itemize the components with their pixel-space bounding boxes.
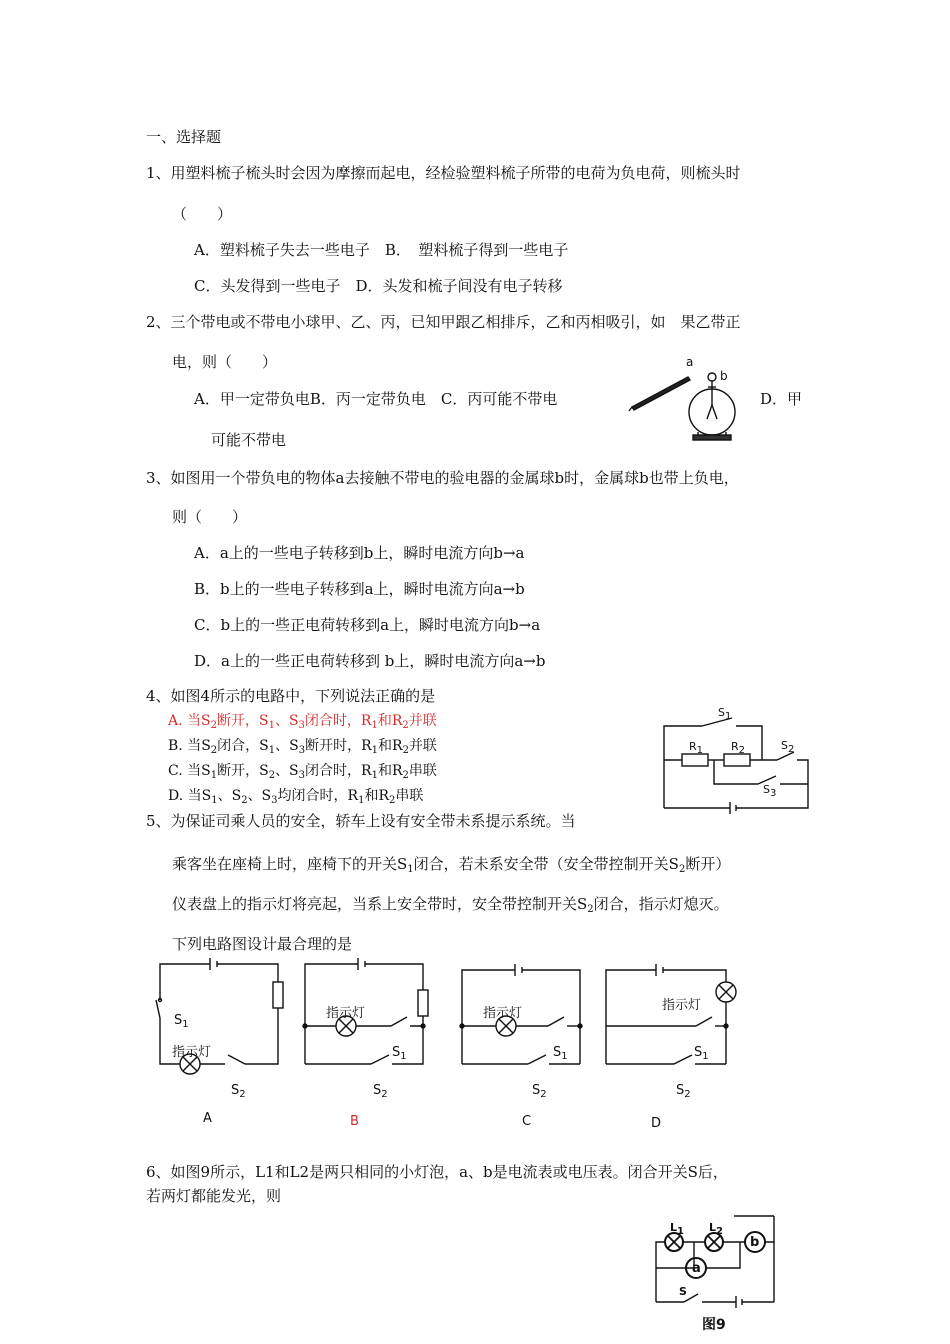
circuit-a xyxy=(150,960,290,1070)
q3-option-d: D．a上的一些正电荷转移到 b上，瞬时电流方向a→b xyxy=(194,652,546,670)
q3-option-b: B．b上的一些电子转移到a上，瞬时电流方向a→b xyxy=(194,580,525,598)
circuit-d-s1: $S_1$ xyxy=(694,1045,709,1062)
circuit-d-s2: $S_2$ xyxy=(676,1083,691,1100)
circuit-c-s1: $S_1$ xyxy=(553,1045,568,1062)
q5-line2-c: 断开） xyxy=(685,855,731,873)
q4-option-b: B. 当$S_2$闭合，$S_1$、$S_3$断开时，$R_1$和$R_2$并联 xyxy=(168,738,437,756)
q5-line2-a: 乘客坐在座椅上时，座椅下的开关S xyxy=(172,855,408,873)
circuit-b-lamp-label: 指示灯 xyxy=(326,1006,366,1021)
fig4-label-r1: $R_1$ xyxy=(689,740,704,756)
q3-stem-cont: 则（ ） xyxy=(172,508,248,526)
q5-line1: 5、为保证司乘人员的安全，轿车上设有安全带未系提示系统。当 xyxy=(146,812,576,830)
q2-stem: 2、三个带电或不带电小球甲、乙、丙，已知甲跟乙相排斥，乙和丙相吸引，如 果乙带正 xyxy=(146,313,741,331)
q5-line3-b: 闭合，指示灯熄灭。 xyxy=(593,895,729,913)
q3-option-a: A．a上的一些电子转移到b上，瞬时电流方向b→a xyxy=(194,544,525,562)
q3-option-c: C．b上的一些正电荷转移到a上，瞬时电流方向b→a xyxy=(194,616,541,634)
q5-line3: 仪表盘上的指示灯将亮起，当系上安全带时，安全带控制开关$S_2$闭合，指示灯熄灭。 xyxy=(172,895,729,915)
q3-stem: 3、如图用一个带负电的物体a去接触不带电的验电器的金属球b时，金属球b也带上负电， xyxy=(146,469,739,487)
option-a-label: A xyxy=(203,1111,212,1126)
q4-option-c: C. 当$S_1$断开，$S_2$、$S_3$闭合时，$R_1$和$R_2$串联 xyxy=(168,763,437,781)
circuit-b-s1: $S_1$ xyxy=(392,1045,407,1062)
circuit-d-lamp-label: 指示灯 xyxy=(662,998,702,1013)
q5-line2: 乘客坐在座椅上时，座椅下的开关$S_1$闭合，若未系安全带（安全带控制开关$S_2$断开） xyxy=(172,855,731,875)
circuit-c-s2: $S_2$ xyxy=(532,1083,547,1100)
section-title: 一、选择题 xyxy=(146,128,222,146)
circuit-d xyxy=(604,960,744,1070)
fig4-label-s3: $S_3$ xyxy=(763,783,777,799)
circuit-c xyxy=(460,960,590,1070)
circuit-a-s1: $S_1$ xyxy=(174,1013,189,1030)
fig9-meter-a: a xyxy=(692,1261,701,1276)
q2-option-d-cont: 可能不带电 xyxy=(211,431,287,449)
q5-line3-a: 仪表盘上的指示灯将亮起，当系上安全带时，安全带控制开关S xyxy=(172,895,588,913)
q4-option-d: D. 当$S_1$、$S_2$、$S_3$均闭合时，$R_1$和$R_2$串联 xyxy=(168,788,424,806)
option-b-label: B xyxy=(350,1114,359,1129)
q1-options-cd: C．头发得到一些电子 D．头发和梳子间没有电子转移 xyxy=(194,277,563,295)
label-a: a xyxy=(686,355,694,369)
circuit-a-lamp-label: 指示灯 xyxy=(172,1045,212,1060)
fig9-label-s: S xyxy=(679,1285,687,1298)
fig9-meter-b: b xyxy=(750,1235,760,1250)
circuit-a-s2: $S_2$ xyxy=(231,1083,246,1100)
q2-option-d: D．甲 xyxy=(760,390,803,408)
q1-paren: （ ） xyxy=(172,205,233,223)
figure-4-circuit xyxy=(662,704,812,814)
q2-stem-cont: 电，则（ ） xyxy=(172,353,278,371)
circuit-c-lamp-label: 指示灯 xyxy=(483,1006,523,1021)
fig9-label-l1: $L_1$ xyxy=(670,1221,684,1237)
fig4-label-s1: $S_1$ xyxy=(718,706,732,722)
fig4-label-s2: $S_2$ xyxy=(781,739,795,755)
q4-option-a: A. 当$S_2$断开，$S_1$、$S_3$闭合时，$R_1$和$R_2$并联 xyxy=(168,713,437,731)
q6-line1: 6、如图9所示，L1和L2是两只相同的小灯泡，a、b是电流表或电压表。闭合开关S后， xyxy=(146,1163,728,1181)
q5-line2-b: 闭合，若未系安全带（安全带控制开关S xyxy=(413,855,679,873)
circuit-b-s2: $S_2$ xyxy=(373,1083,388,1100)
fig4-label-r2: $R_2$ xyxy=(731,740,746,756)
fig9-label-l2: $L_2$ xyxy=(709,1221,723,1237)
circuit-b xyxy=(303,960,443,1070)
fig9-caption: 图9 xyxy=(702,1317,726,1333)
q2-options-abc: A．甲一定带负电B．丙一定带负电 C．丙可能不带电 xyxy=(194,390,558,408)
label-b: b xyxy=(720,369,728,383)
q1-stem: 1、用塑料梳子梳头时会因为摩擦而起电，经检验塑料梳子所带的电荷为负电荷，则梳头时 xyxy=(146,164,741,182)
q1-options-ab: A．塑料梳子失去一些电子 B． 塑料梳子得到一些电子 xyxy=(194,241,569,259)
q4-stem: 4、如图4所示的电路中，下列说法正确的是 xyxy=(146,687,436,705)
q6-line2: 若两灯都能发光，则 xyxy=(146,1187,282,1205)
option-c-label: C xyxy=(522,1114,532,1129)
q5-line4: 下列电路图设计最合理的是 xyxy=(172,935,353,953)
option-d-label: D xyxy=(651,1116,662,1131)
